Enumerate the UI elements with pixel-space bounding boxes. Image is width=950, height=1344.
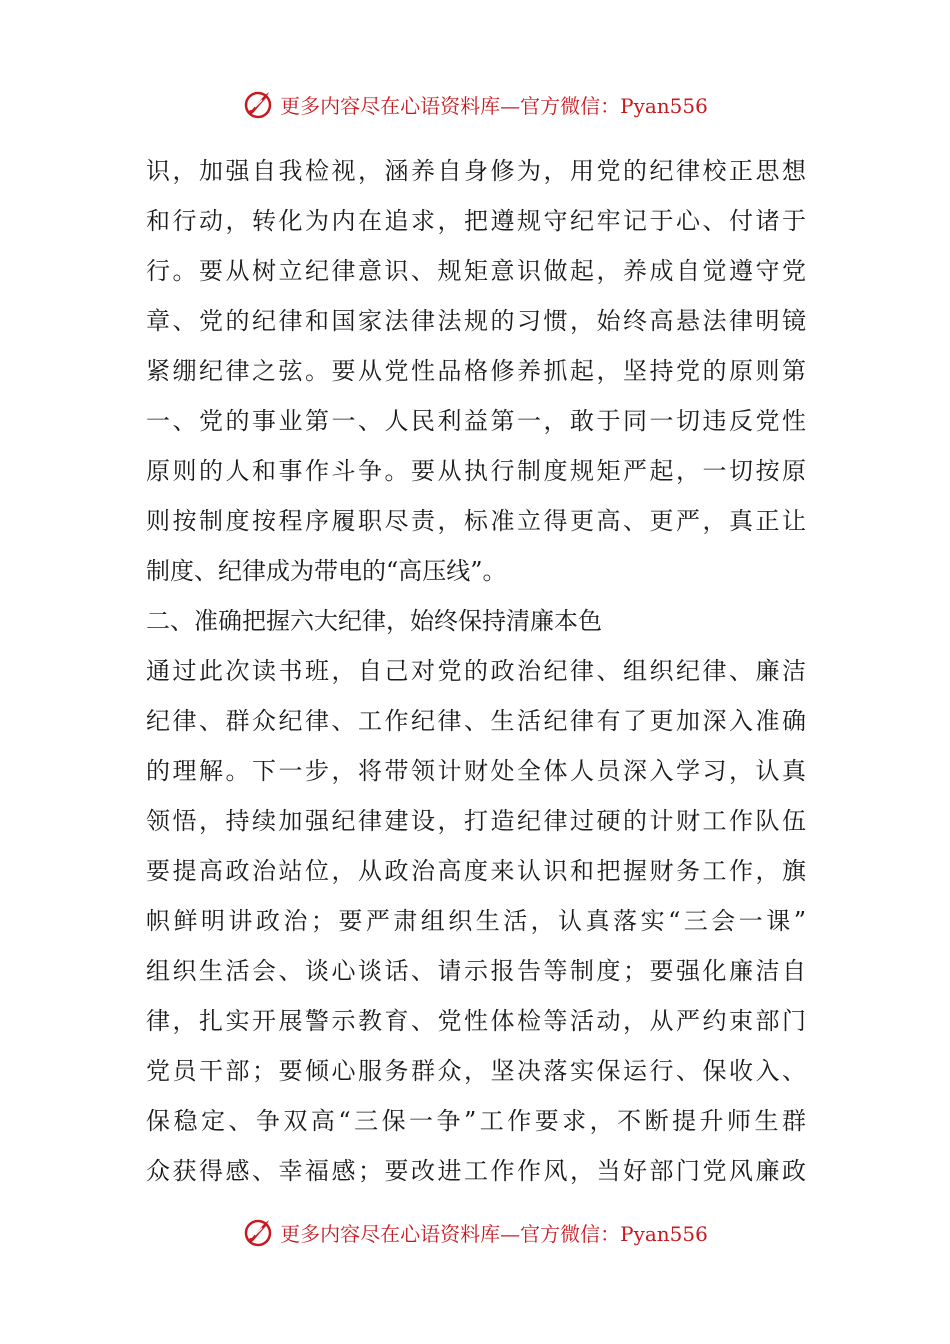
watermark-text: 更多内容尽在心语资料库—官方微信：Pyan556 [280,93,708,118]
text-line: 的理解。下一步，将带领计财处全体人员深入学习，认真 [146,757,806,785]
pen-nib-circle-icon [242,1215,276,1249]
footer-watermark [0,1212,950,1252]
text-line: 行。要从树立纪律意识、规矩意识做起，养成自觉遵守党 [146,257,806,285]
text-line: 组织生活会、谈心谈话、请示报告等制度；要强化廉洁自 [146,957,806,985]
text-line: 帜鲜明讲政治；要严肃组织生活，认真落实“三会一课” [146,907,806,935]
text-line: 众获得感、幸福感；要改进工作作风，当好部门党风廉政 [146,1157,806,1185]
text-line: 识，加强自我检视，涵养自身修为，用党的纪律校正思想 [146,157,806,185]
watermark-text: 更多内容尽在心语资料库—官方微信：Pyan556 [280,1221,708,1246]
text-line: 一、党的事业第一、人民利益第一，敢于同一切违反党性 [146,407,806,435]
text-line: 领悟，持续加强纪律建设，打造纪律过硬的计财工作队伍 [146,807,806,835]
text-line: 制度、纪律成为带电的“高压线”。 [146,557,507,585]
text-line: 原则的人和事作斗争。要从执行制度规矩严起，一切按原 [146,457,806,485]
text-line: 律，扎实开展警示教育、党性体检等活动，从严约束部门 [146,1007,806,1035]
text-line: 和行动，转化为内在追求，把遵规守纪牢记于心、付诸于 [146,207,806,235]
text-line: 纪律、群众纪律、工作纪律、生活纪律有了更加深入准确 [146,707,806,735]
text-line: 二、准确把握六大纪律，始终保持清廉本色 [146,607,602,635]
text-line: 保稳定、争双高“三保一争”工作要求，不断提升师生群 [146,1107,806,1135]
text-line: 要提高政治站位，从政治高度来认识和把握财务工作，旗 [146,857,806,885]
text-line: 通过此次读书班，自己对党的政治纪律、组织纪律、廉洁 [146,657,806,685]
text-line: 紧绷纪律之弦。要从党性品格修养抓起，坚持党的原则第 [146,357,806,385]
text-line: 章、党的纪律和国家法律法规的习惯，始终高悬法律明镜 [146,307,806,335]
document-body [146,146,806,1196]
pen-nib-circle-icon [242,87,276,121]
header-watermark [0,84,950,124]
text-line: 则按制度按程序履职尽责，标准立得更高、更严，真正让 [146,507,806,535]
text-line: 党员干部；要倾心服务群众，坚决落实保运行、保收入、 [146,1057,806,1085]
